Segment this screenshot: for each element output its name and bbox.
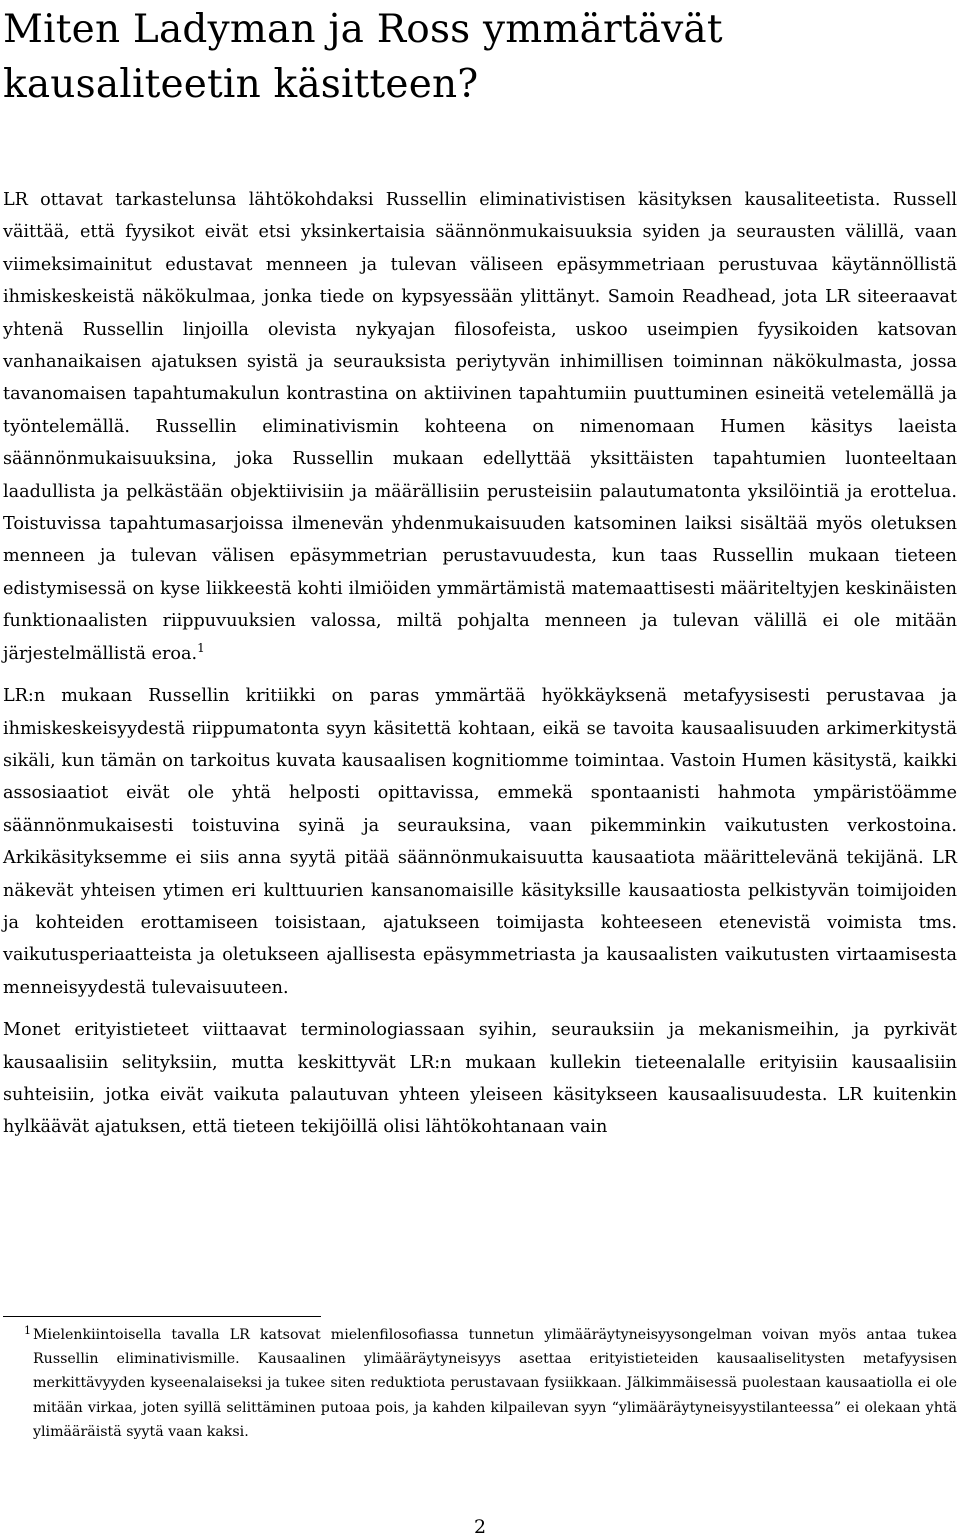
paragraph-3 [3,1014,957,1144]
footnote-reference[interactable]: 1 [197,640,205,655]
paragraph-1 [3,184,957,670]
paragraph-2-text: LR:n mukaan Russellin kritiikki on paras ymmärtää hyökkäyksenä metafyysisesti perustavaa ja ihmiskeskeisyydestä riippumatonta syyn käsitettä kohtaan, eikä se tavoita kausaalisuuden arkimerkitystä sikäli, kun tämän on tarkoitus kuvata kausaalisen kognitiomme toimintaa. Vastoin Humen käsitystä, kaikki assosiaatiot eivät ole yhtä helposti opittavissa, emmekä spontaanisti hahmota ympäristöämme säännönmukaisesti toistuvina syinä ja seurauksina, vaan pikemminkin vaikutusten verkostoina. Arkikäsityksemme ei siis anna syytä pitää säännönmukaisuutta kausaatiota määrittelevänä tekijänä. LR näkevät yhteisen ytimen eri kulttuurien kansanomaisille käsityksille kausaatiosta pelkistyvän toimijoiden ja kohteiden erottamiseen toisistaan, ajatukseen toimijasta kohteeseen etenevistä voimista tms. vaikutusperiaatteista ja oletukseen ajallisesta epäsymmetriasta ja kausaalisten vaikutusten virtaamisesta menneisyydestä tulevaisuuteen. [3,686,957,998]
paragraph-2 [3,680,957,1004]
body-text [3,184,957,1144]
page-number: 2 [473,1516,487,1538]
document-page [3,0,957,1144]
section-title: Miten Ladyman ja Ross ymmärtävät kausaliteetin käsitteen? [3,7,723,107]
footnotes [3,1316,957,1444]
paragraph-1-text: LR ottavat tarkastelunsa lähtökohdaksi Russellin eliminativistisen käsityksen kausaliteetista. Russell väittää, että fyysikot eivät etsi yksinkertaisia säännönmukaisuuksia syiden ja seurausten välillä, vaan viimeksimainitut edustavat menneen ja tulevan väliseen epäsymmetriaan perustuvaa käytännöllistä ihmiskeskeistä näkökulmaa, jonka tiede on kypsyessään ylittänyt. Samoin Readhead, jota LR siteeraavat yhtenä Russellin linjoilla olevista nykyajan filosofeista, uskoo useimpien fyysikoiden katsovan vanhanaikaisen ajatuksen syistä ja seurauksista periytyvän inhimillisen toiminnan näkökulmasta, jossa tavanomaisen tapahtumakulun kontrastina on aktiivinen tapahtumiin puuttuminen esineitä vetelemällä ja työntelemällä. Russellin eliminativismin kohteena on nimenomaan Humen käsitys laeista säännönmukaisuuksina, joka Russellin mukaan edellyttää yksittäisten tapahtumien luonteeltaan laadullista ja pelkästään objektiivisiin ja määrällisiin perusteisiin palautumatonta yksilöintiä ja erottelua. Toistuvissa tapahtumasarjoissa ilmenevän yhdenmukaisuuden katsominen laiksi sisältää myös oletuksen menneen ja tulevan välisen epäsymmetrian perustavuudesta, kun taas Russellin mukaan tieteen edistymisessä on kyse liikkeestä kohti ilmiöiden ymmärtämistä matemaattisesti määriteltyjen keskinäisten funktionaalisten riippuvuuksien valossa, miltä pohjalta menneen ja tulevan välillä ei ole mitään järjestelmällistä eroa. [3,190,957,664]
footnote-divider [3,1316,321,1317]
footnote-1: 1 Mielenkiintoisella tavalla LR katsovat mielenfilosofiassa tunnetun ylimääräytyneisyysongelman voivan myös antaa tukea Russellin eliminativismille. Kausaalinen ylimääräytyneisyys asettaa erityistieteiden kausaaliselitysten metafyysisen merkittävyyden kyseenalaiseksi ja tukee siten reduktiota perustavaan fysiikkaan. Jälkimmäisessä puolestaan kausaatiolla ei ole mitään virkaa, joten syillä selittäminen putoaa pois, ja kahden kilpailevan syyn “ylimääräytyneisyystilanteessa” ei olekaan yhtä ylimääräistä syytä vaan kaksi. [24,1324,957,1440]
footnote-text: Mielenkiintoisella tavalla LR katsovat mielenfilosofiassa tunnetun ylimääräytyneisyysongelman voivan myös antaa tukea Russellin eliminativismille. Kausaalinen ylimääräytyneisyys asettaa erityistieteiden kausaaliselitysten metafyysisen merkittävyyden kyseenalaiseksi ja tukee siten reduktiota perustavaan fysiikkaan. Jälkimmäisessä puolestaan kausaatiolla ei ole mitään virkaa, joten syillä selittäminen putoaa pois, ja kahden kilpailevan syyn “ylimääräytyneisyystilanteessa” ei olekaan yhtä ylimääräistä syytä vaan kaksi. [33,1327,957,1440]
paragraph-3-text: Monet erityistieteet viittaavat terminologiassaan syihin, seurauksiin ja mekanismeihin, ja pyrkivät kausaalisiin selityksiin, mutta keskittyvät LR:n mukaan kullekin tieteenalalle erityisiin kausaalisiin suhteisiin, jotka eivät vaikuta palautuvan yhteen yleiseen käsitykseen kausaalisuudesta. LR kuitenkin hylkäävät ajatuksen, että tieteen tekijöillä olisi lähtökohtanaan vain [3,1020,957,1138]
